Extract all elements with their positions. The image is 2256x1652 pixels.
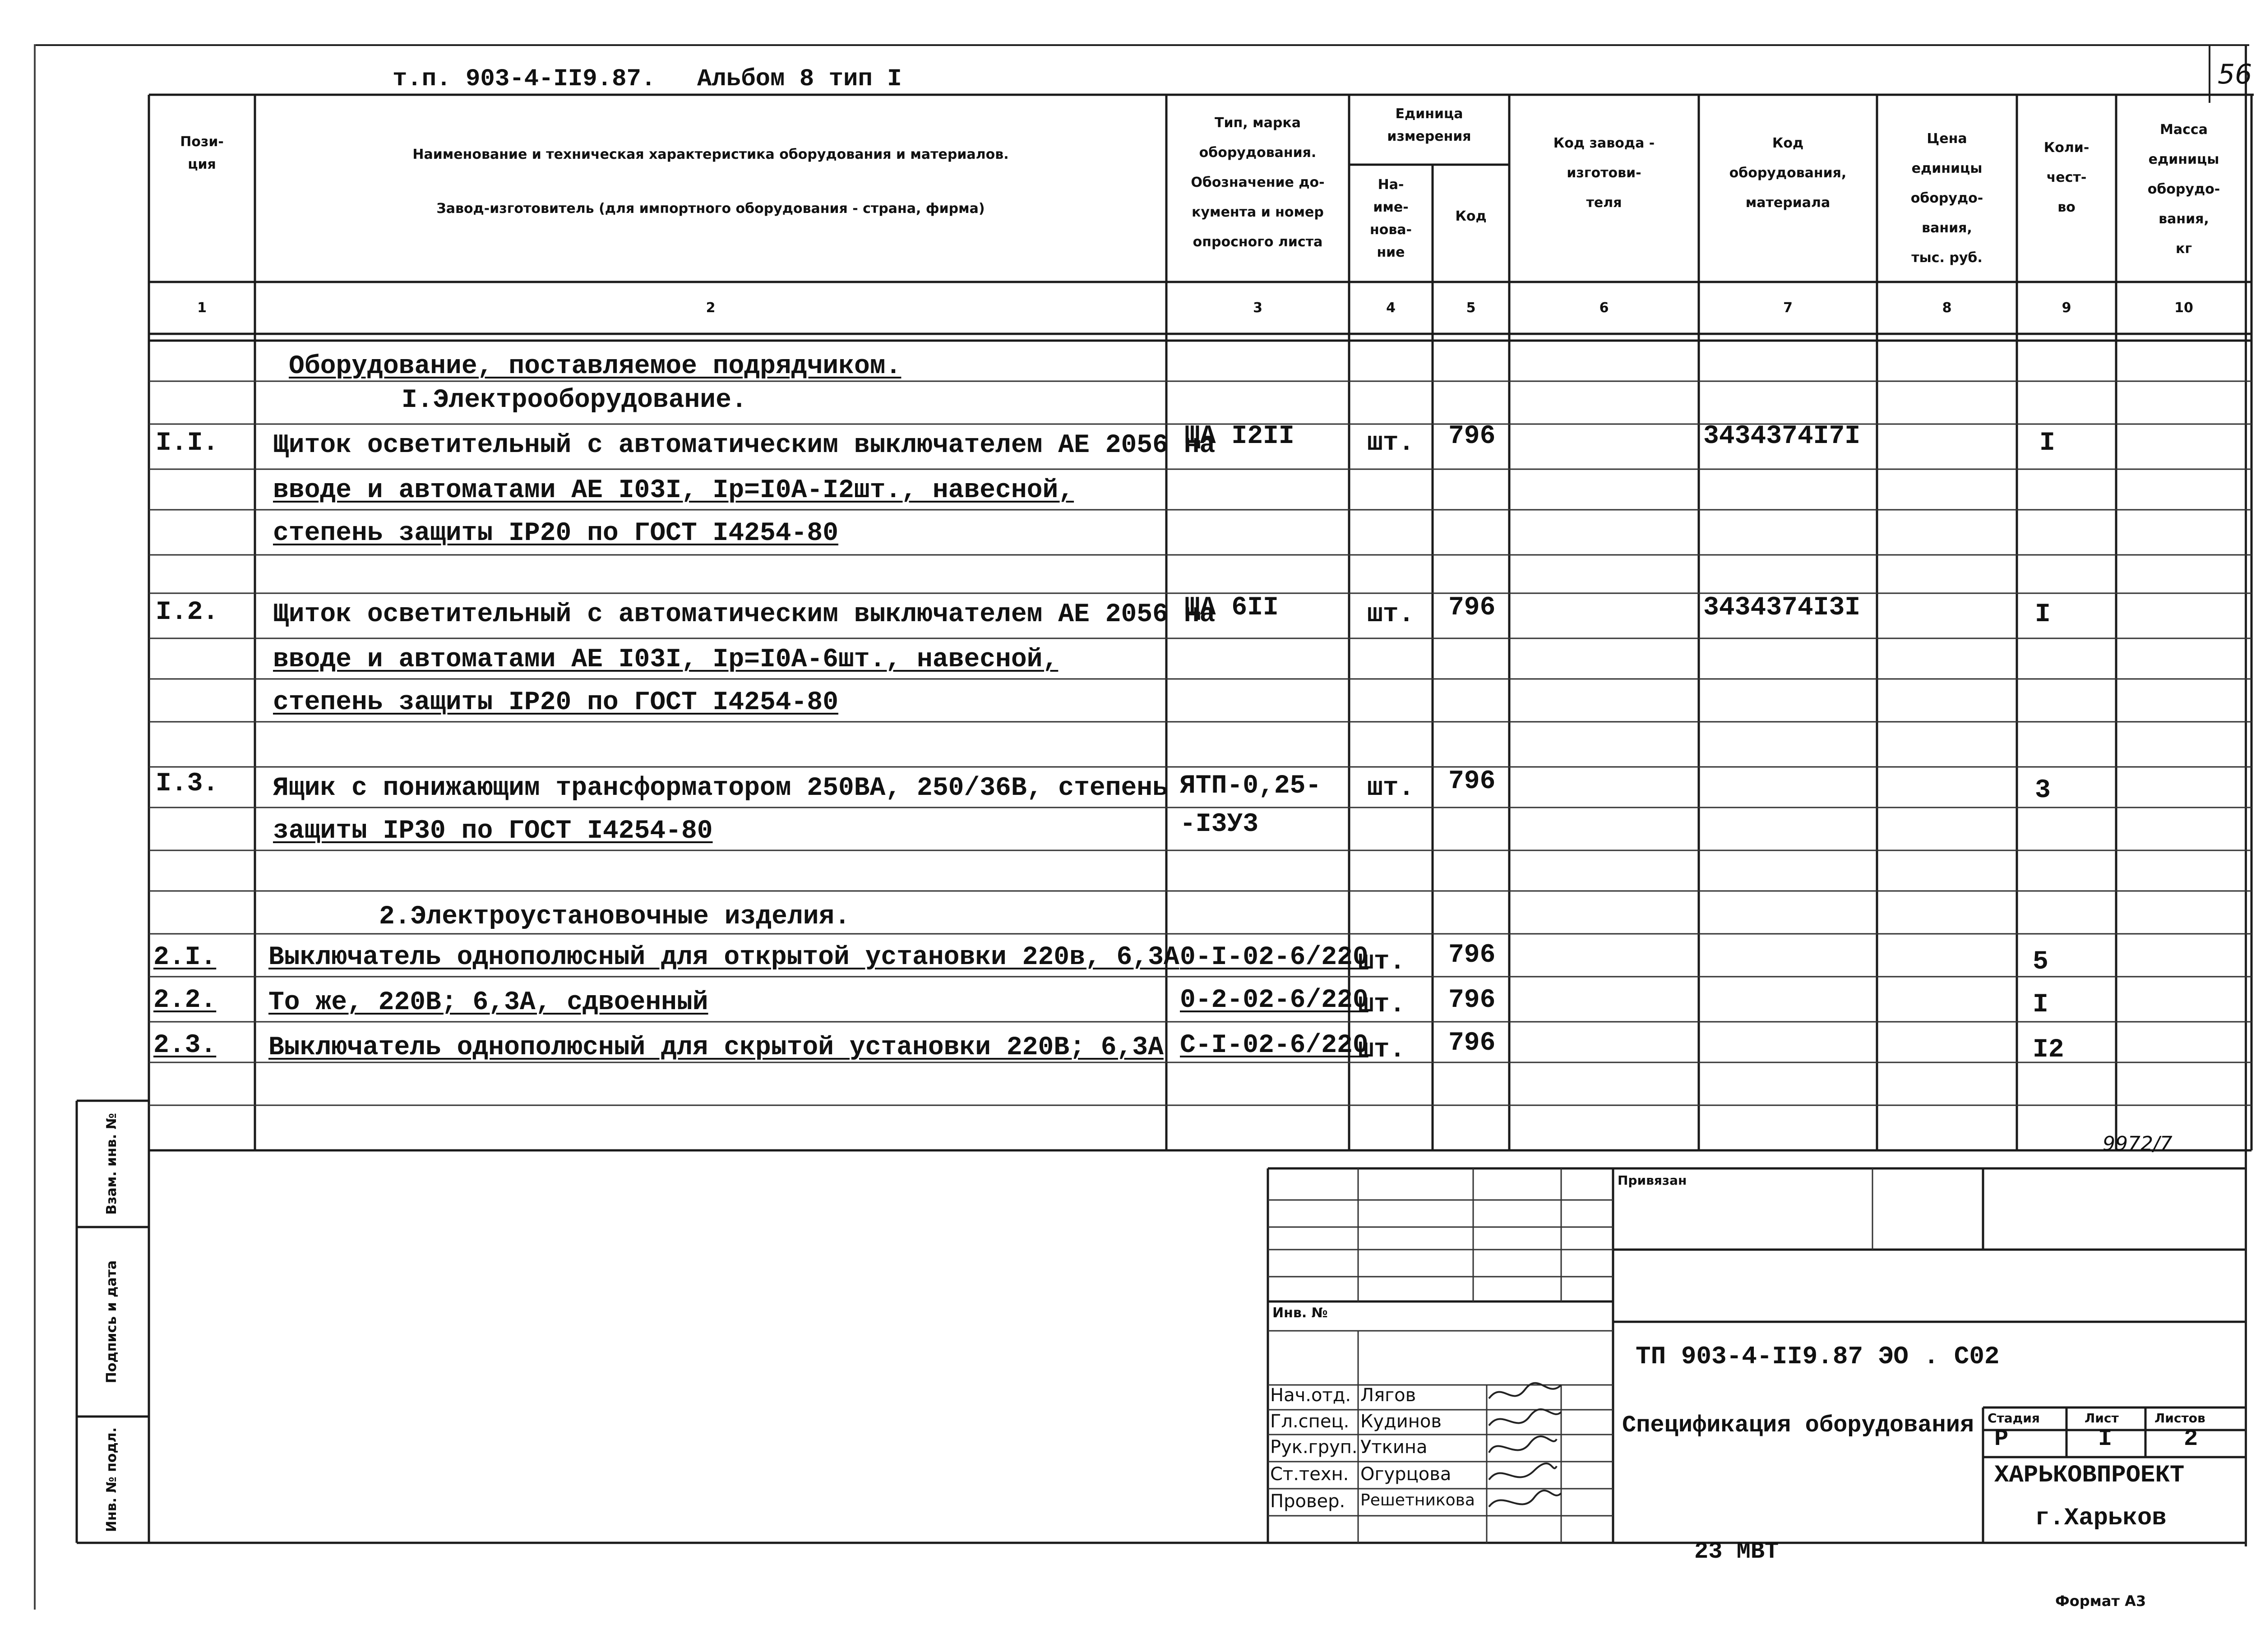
row-6-unit: шт. xyxy=(1358,1035,1405,1065)
row-4-type: 0-I-02-6/220 xyxy=(1180,943,1368,972)
row-4-position: 2.I. xyxy=(153,943,217,972)
row-5-quantity: I xyxy=(2033,990,2048,1020)
col-number-10: 10 xyxy=(2174,300,2193,316)
side-label-signature-date: Подпись и дата xyxy=(104,1260,120,1384)
stamp-stage-label: Стадия xyxy=(1988,1411,2040,1426)
col-number-3: 3 xyxy=(1253,300,1262,316)
row-3-name-line1: Ящик с понижающим трансформатором 250ВА, 250/36В, степень xyxy=(273,774,1168,803)
row-1-unit-code: 796 xyxy=(1448,422,1496,451)
stamp-name-5: Решетникова xyxy=(1360,1491,1475,1509)
stamp-sheets-label: Листов xyxy=(2154,1411,2205,1426)
col-number-2: 2 xyxy=(706,300,716,316)
stamp-city: г.Харьков xyxy=(2035,1504,2167,1532)
stamp-privyazan-label: Привязан xyxy=(1618,1173,1687,1188)
page-number: 56 xyxy=(2218,59,2252,90)
row-6-type: С-I-02-6/220 xyxy=(1180,1031,1368,1060)
row-2-name-line3: степень защиты IP20 по ГОСТ I4254-80 xyxy=(273,688,839,717)
header-position: Пози- ция xyxy=(180,134,224,172)
header-mass: Масса единицы оборудо- вания, кг xyxy=(2147,122,2220,257)
row-1-name-line3: степень защиты IP20 по ГОСТ I4254-80 xyxy=(273,519,839,548)
stamp-name-4: Огурцова xyxy=(1360,1464,1452,1485)
row-5-unit: шт. xyxy=(1358,990,1405,1020)
row-5-unit-code: 796 xyxy=(1448,986,1496,1015)
side-label-original-inv: Инв. № подл. xyxy=(104,1427,120,1532)
col-number-9: 9 xyxy=(2062,300,2071,316)
stamp-title: Спецификация оборудования xyxy=(1622,1412,1974,1439)
row-2-equipment-code: 3434374I3I xyxy=(1703,593,1861,623)
stamp-name-2: Кудинов xyxy=(1360,1411,1442,1432)
section-heading-electrical: I.Электрооборудование. xyxy=(402,386,747,415)
stamp-sheets-value: 2 xyxy=(2184,1426,2198,1452)
header-equipment-code: Код оборудования, материала xyxy=(1729,135,1847,211)
stamp-name-1: Лягов xyxy=(1360,1385,1416,1406)
row-2-quantity: I xyxy=(2035,600,2051,629)
stamp-role-1: Нач.отд. xyxy=(1270,1385,1351,1406)
row-1-name-line1: Щиток осветительный с автоматическим выключателем АЕ 2056 на xyxy=(273,431,1216,460)
row-1-type: ЩА I2II xyxy=(1184,422,1294,451)
row-3-unit-code: 796 xyxy=(1448,767,1496,796)
row-4-unit: шт. xyxy=(1358,947,1405,977)
col-number-5: 5 xyxy=(1466,300,1476,316)
row-3-name-line2: защиты IP30 по ГОСТ I4254-80 xyxy=(273,817,713,846)
header-name-line1: Наименование и техническая характеристика оборудования и материалов. xyxy=(412,147,1009,162)
row-3-type-line1: ЯТП-0,25- xyxy=(1180,771,1322,801)
row-3-quantity: 3 xyxy=(2035,776,2051,805)
stamp-inv-no-label: Инв. № xyxy=(1272,1305,1328,1321)
stamp-role-5: Провер. xyxy=(1270,1491,1345,1512)
header-unit-code: Код xyxy=(1455,208,1487,224)
row-2-unit-code: 796 xyxy=(1448,593,1496,623)
stamp-name-3: Уткина xyxy=(1360,1437,1428,1458)
col-number-4: 4 xyxy=(1386,300,1396,316)
header-unit: Единица измерения xyxy=(1387,106,1471,144)
row-6-position: 2.3. xyxy=(153,1031,217,1060)
header-factory-code: Код завода - изготови- теля xyxy=(1553,135,1655,211)
row-5-type: 0-2-02-6/220 xyxy=(1180,986,1368,1015)
col-number-6: 6 xyxy=(1599,300,1609,316)
header-name-line2: Завод-изготовитель (для импортного оборудования - страна, фирма) xyxy=(436,201,985,217)
row-5-position: 2.2. xyxy=(153,986,217,1015)
side-label-replacement-inv: Взам. инв. № xyxy=(104,1113,120,1215)
row-4-name: Выключатель однополюсный для открытой установки 220в, 6,3А xyxy=(268,943,1179,972)
header-quantity: Коли- чест- во xyxy=(2043,140,2090,215)
header-price: Цена единицы оборудо- вания, тыс. руб. xyxy=(1910,131,1983,266)
row-1-quantity: I xyxy=(2039,429,2055,458)
row-6-name: Выключатель однополюсный для скрытой установки 220В; 6,3А xyxy=(268,1033,1164,1062)
row-6-unit-code: 796 xyxy=(1448,1029,1496,1058)
signatures xyxy=(1484,1380,1566,1543)
album-label: Альбом 8 тип I xyxy=(697,65,902,93)
row-1-name-line2: вводе и автоматами АЕ I03I, Iр=I0А-I2шт., навесной, xyxy=(273,476,1074,505)
col-number-7: 7 xyxy=(1783,300,1793,316)
section-heading-installation: 2.Электроустановочные изделия. xyxy=(379,902,851,932)
section-heading-main: Оборудование, поставляемое подрядчиком. xyxy=(289,352,901,381)
row-2-position: I.2. xyxy=(156,598,219,627)
row-2-name-line1: Щиток осветительный с автоматическим выключателем АЕ 2056 на xyxy=(273,600,1216,629)
row-4-unit-code: 796 xyxy=(1448,941,1496,970)
col-number-8: 8 xyxy=(1942,300,1952,316)
stamp-stage-value: Р xyxy=(1994,1426,2009,1452)
row-3-position: I.3. xyxy=(156,769,219,798)
row-1-unit: шт. xyxy=(1367,429,1415,458)
stamp-doc-code: ТП 903-4-II9.87 ЭО . С02 xyxy=(1636,1342,2000,1371)
bottom-code: 23 МВТ xyxy=(1694,1538,1779,1565)
row-3-unit: шт. xyxy=(1367,774,1415,803)
row-4-quantity: 5 xyxy=(2033,947,2048,977)
row-6-quantity: I2 xyxy=(2033,1035,2064,1065)
stamp-sheet-value: I xyxy=(2098,1426,2113,1452)
row-5-name: То же, 220В; 6,3А, сдвоенный xyxy=(268,988,708,1017)
row-2-type: ЩА 6II xyxy=(1184,593,1279,623)
row-1-equipment-code: 3434374I7I xyxy=(1703,422,1861,451)
row-3-type-line2: -I3У3 xyxy=(1180,810,1259,839)
stamp-role-4: Ст.техн. xyxy=(1270,1464,1349,1485)
header-unit-name: На- име- нова- ние xyxy=(1369,177,1412,260)
stamp-sheet-label: Лист xyxy=(2085,1411,2119,1426)
doc-ref: т.п. 903-4-II9.87. xyxy=(393,65,656,93)
stamp-role-2: Гл.спец. xyxy=(1270,1411,1350,1432)
row-2-name-line2: вводе и автоматами АЕ I03I, Iр=I0А-6шт., навесной, xyxy=(273,645,1059,674)
row-1-position: I.I. xyxy=(156,429,219,458)
header-type: Тип, марка оборудования. Обозначение до- кумента и номер опросного листа xyxy=(1191,115,1325,250)
stamp-organization: ХАРЬКОВПРОЕКТ xyxy=(1994,1462,2185,1489)
format-label: Формат А3 xyxy=(2055,1592,2146,1610)
stamp-role-3: Рук.груп. xyxy=(1270,1437,1358,1458)
row-2-unit: шт. xyxy=(1367,600,1415,629)
inventory-note: 9972/7 xyxy=(2103,1132,2173,1155)
col-number-1: 1 xyxy=(197,300,207,316)
